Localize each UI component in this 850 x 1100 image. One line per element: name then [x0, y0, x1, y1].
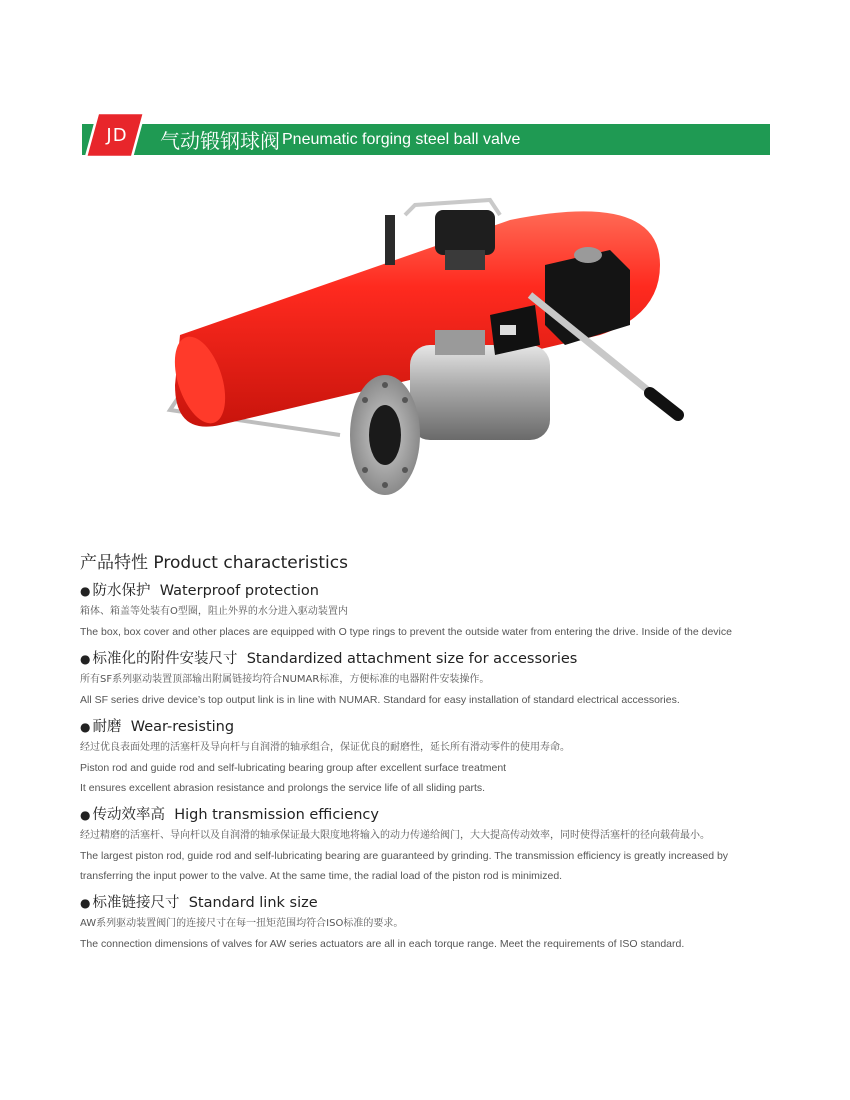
- description-en: The largest piston rod, guide rod and self-lubricating bearing are guaranteed by grinding. The transmission efficiency is greatly increased by transferring the input power to the valve. At the same time, the radial load of the piston rod is minimized.: [80, 850, 729, 882]
- description-en-2: It ensures excellent abrasion resistance and prolongs the service life of all sliding parts.: [80, 782, 486, 794]
- feature-waterproof: [80, 580, 770, 642]
- heading-en: Standard link size: [188, 895, 318, 911]
- heading-en: Standardized attachment size for accessories: [246, 651, 578, 667]
- description-cn: 箱体、箱盖等处装有O型圈，阻止外界的水分进入驱动装置内: [80, 606, 348, 617]
- features-list: [80, 580, 770, 960]
- description-en: The connection dimensions of valves for AW series actuators are all in each torque range. Meet the requirements of ISO standard.: [80, 938, 685, 950]
- heading-cn: 防水保护: [92, 583, 151, 599]
- feature-heading: [80, 716, 770, 738]
- heading-cn: 标准链接尺寸: [92, 895, 180, 911]
- heading-en: High transmission efficiency: [174, 807, 379, 823]
- heading-cn: 耐磨: [92, 719, 122, 735]
- feature-heading: [80, 648, 770, 670]
- bullet-icon: ●: [80, 808, 91, 822]
- feature-transmission-efficiency: [80, 804, 770, 886]
- description-en: All SF series drive device’s top output link is in line with NUMAR. Standard for easy installation of standard electrical accessories.: [80, 694, 680, 706]
- heading-cn: 传动效率高: [92, 807, 165, 823]
- bullet-icon: ●: [80, 720, 91, 734]
- description-en: The box, box cover and other places are equipped with O type rings to prevent the outside water from entering the drive. Inside of the device: [80, 626, 732, 638]
- section-title: 产品特性 Product characteristics: [80, 553, 348, 573]
- description-cn: 所有SF系列驱动装置顶部输出附属链接均符合NUMAR标准，方便标准的电器附件安装操作。: [80, 674, 490, 685]
- logo-text: JD: [106, 124, 128, 146]
- title-cn: 气动锻钢球阀: [160, 129, 280, 153]
- heading-cn: 标准化的附件安装尺寸: [92, 651, 238, 667]
- heading-en: Waterproof protection: [159, 583, 319, 599]
- bullet-icon: ●: [80, 652, 91, 666]
- feature-standardized-size: [80, 648, 770, 710]
- bullet-icon: ●: [80, 584, 91, 598]
- bullet-icon: ●: [80, 896, 91, 910]
- product-image-ball-valve: [160, 195, 700, 505]
- feature-heading: [80, 892, 770, 914]
- page-title: [160, 124, 520, 155]
- feature-standard-link-size: [80, 892, 770, 954]
- jd-logo-badge: [84, 111, 146, 159]
- feature-heading: [80, 580, 770, 602]
- feature-wear-resisting: [80, 716, 770, 798]
- description-cn: 经过优良表面处理的活塞杆及导向杆与自润滑的轴承组合，保证优良的耐磨性，延长所有滑动零件的使用寿命。: [80, 742, 570, 753]
- feature-heading: [80, 804, 770, 826]
- description-cn: AW系列驱动装置阀门的连接尺寸在每一扭矩范围均符合ISO标准的要求。: [80, 918, 404, 929]
- description-en: Piston rod and guide rod and self-lubricating bearing group after excellent surface treatment: [80, 762, 507, 774]
- title-en: Pneumatic forging steel ball valve: [282, 130, 521, 148]
- heading-en: Wear-resisting: [130, 719, 235, 735]
- description-cn: 经过精磨的活塞杆、导向杆以及自润滑的轴承保证最大限度地将输入的动力传递给阀门，大大提高传动效率，同时使得活塞杆的径向载荷最小。: [80, 830, 710, 841]
